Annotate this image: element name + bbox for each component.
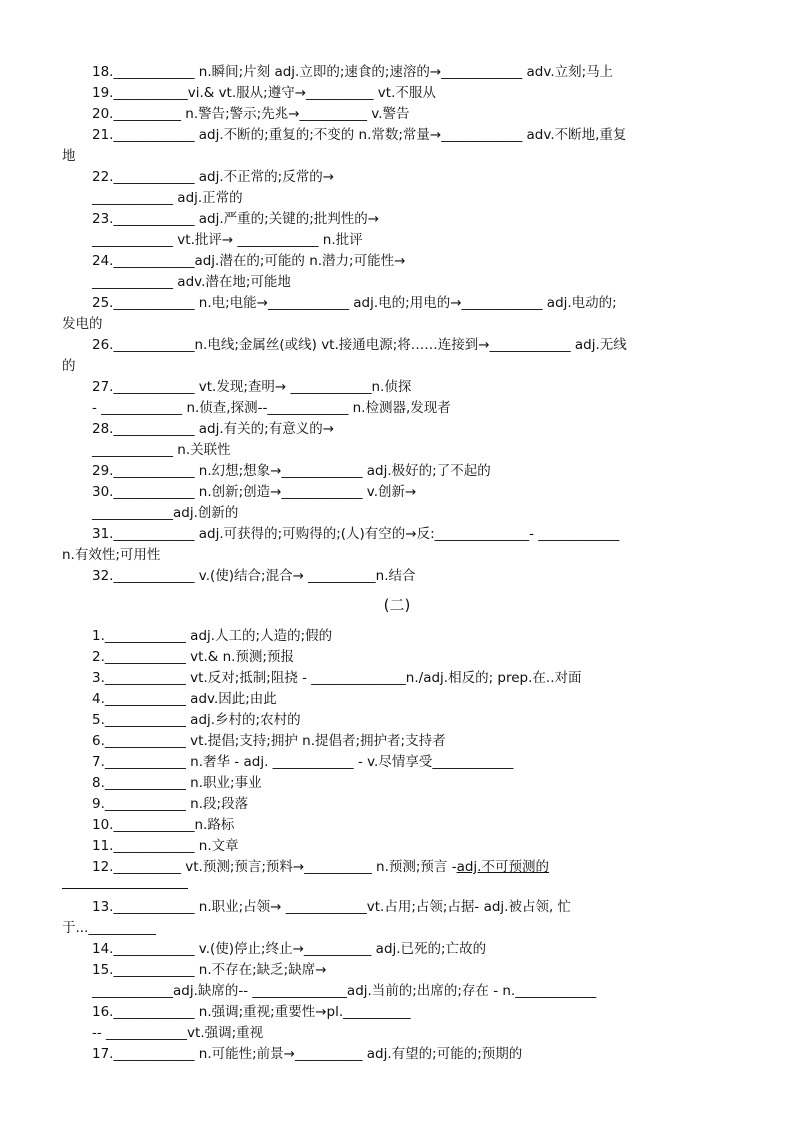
item-30-cont: ____________adj.创新的: [92, 505, 239, 521]
item-2-12-tail: adj.不可预测的: [456, 859, 549, 875]
item-25: 25.____________ n.电;电能→____________ adj.电的;用电的→____________ adj.电动的;: [92, 295, 617, 311]
item-25-cont: 发电的: [62, 316, 103, 332]
item-22: 22.____________ adj.不正常的;反常的→: [92, 169, 335, 185]
item-2-12-text: 12.__________ vt.预测;预言;预料→__________ n.预测;预言 -: [92, 859, 457, 875]
item-2-9: 9.____________ n.段;段落: [92, 796, 249, 812]
item-26: 26.____________n.电线;金属丝(或线) vt.接通电源;将……连接到→____________ adj.无线: [92, 337, 627, 353]
item-22-cont: ____________ adj.正常的: [92, 190, 243, 206]
item-2-3: 3.____________ vt.反对;抵制;阻挠 - ______________n./adj.相反的; prep.在..对面: [92, 670, 582, 686]
item-2-12: [92, 857, 549, 877]
item-2-13-cont: 于...__________: [62, 920, 156, 936]
item-2-17: 17.____________ n.可能性;前景→__________ adj.有望的;可能的;预期的: [92, 1046, 523, 1062]
item-24-cont: ____________ adv.潜在地;可能地: [92, 274, 291, 290]
item-29: 29.____________ n.幻想;想象→____________ adj.极好的;了不起的: [92, 463, 491, 479]
item-18: 18.____________ n.瞬间;片刻 adj.立即的;速食的;速溶的→____________ adv.立刻;马上: [92, 64, 614, 80]
item-28: 28.____________ adj.有关的;有意义的→: [92, 421, 335, 437]
item-27-cont: - ____________ n.侦查,探测--____________ n.检测器,发现者: [92, 400, 451, 416]
item-23: 23.____________ adj.严重的;关键的;批判性的→: [92, 211, 380, 227]
item-2-14: 14.____________ v.(使)停止;终止→__________ adj.已死的;亡故的: [92, 941, 487, 957]
item-20: 20.__________ n.警告;警示;先兆→__________ v.警告: [92, 106, 410, 122]
item-30: 30.____________ n.创新;创造→____________ v.创新→: [92, 484, 417, 500]
item-31-cont: n.有效性;可用性: [62, 547, 161, 563]
item-19: 19.___________vi.& vt.服从;遵守→__________ vt.不服从: [92, 85, 436, 101]
item-28-cont: ____________ n.关联性: [92, 442, 231, 458]
item-2-16-cont: -- ____________vt.强调;重视: [92, 1025, 264, 1041]
item-2-10: 10.____________n.路标: [92, 817, 235, 833]
item-2-5: 5.____________ adj.乡村的;农村的: [92, 712, 301, 728]
item-2-4: 4.____________ adv.因此;由此: [92, 691, 277, 707]
item-2-11: 11.____________ n.文章: [92, 838, 239, 854]
item-2-1: 1.____________ adj.人工的;人造的;假的: [92, 628, 333, 644]
item-24: 24.____________adj.潜在的;可能的 n.潜力;可能性→: [92, 253, 406, 269]
item-2-15-cont: ____________adj.缺席的-- ______________adj.当前的;出席的;存在 - n.____________: [92, 983, 597, 999]
item-2-6: 6.____________ vt.提倡;支持;拥护 n.提倡者;拥护者;支持者: [92, 733, 446, 749]
item-31: 31.____________ adj.可获得的;可购得的;(人)有空的→反:______________- ____________: [92, 526, 620, 542]
item-27: 27.____________ vt.发现;查明→ ____________n.侦探: [92, 379, 412, 395]
item-2-13: 13.____________ n.职业;占领→ ____________vt.占用;占领;占据- adj.被占领, 忙: [92, 899, 572, 915]
item-2-7: 7.____________ n.奢华 - adj. ____________ - v.尽情享受____________: [92, 754, 514, 770]
item-21: 21.____________ adj.不断的;重复的;不变的 n.常数;常量→____________ adv.不断地,重复: [92, 127, 627, 143]
answer-rule: [62, 888, 188, 889]
item-2-16: 16.____________ n.强调;重视;重要性→pl.__________: [92, 1004, 411, 1020]
item-26-cont: 的: [62, 358, 76, 374]
item-21-cont: 地: [62, 148, 76, 164]
item-32: 32.____________ v.(使)结合;混合→ __________n.结合: [92, 568, 416, 584]
item-2-15: 15.____________ n.不存在;缺乏;缺席→: [92, 962, 327, 978]
item-2-2: 2.____________ vt.& n.预测;预报: [92, 649, 294, 665]
section-title: (二): [383, 596, 411, 614]
item-2-8: 8.____________ n.职业;事业: [92, 775, 262, 791]
item-23-cont: ____________ vt.批评→ ____________ n.批评: [92, 232, 363, 248]
